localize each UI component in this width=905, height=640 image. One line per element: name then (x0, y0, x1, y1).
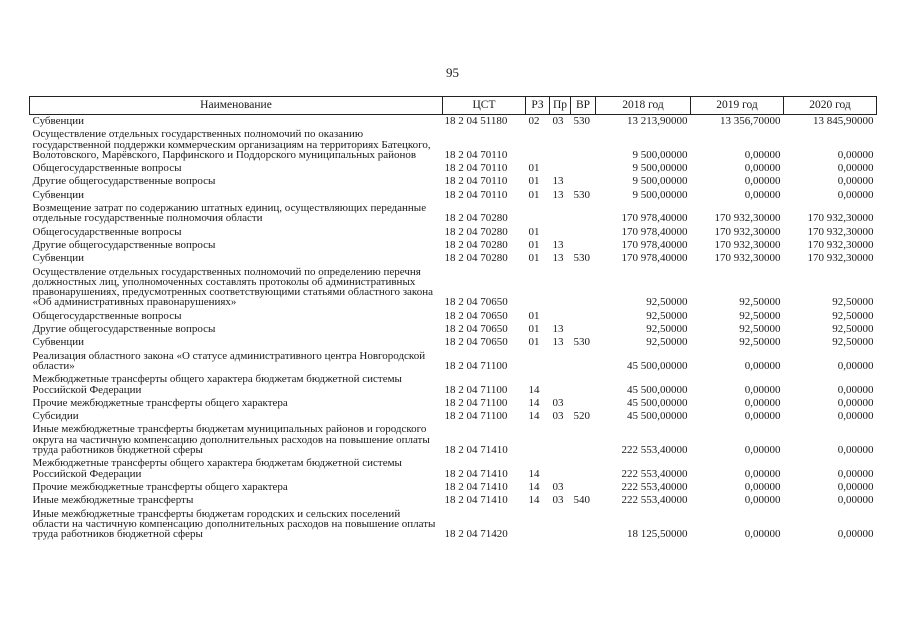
cell-name: Иные межбюджетные трансферты бюджетам городских и сельских поселений области на частичную компенсацию дополнительных расходов на повышение оплаты труда работников бюджетной сферы (32, 507, 436, 541)
cell-y2019: 13 356,70000 (720, 115, 781, 127)
cell-vr (571, 397, 596, 410)
cell-vr (571, 226, 596, 239)
cell-y2020: 92,50000 (832, 296, 874, 309)
cell-y2018: 9 500,00000 (632, 162, 688, 175)
cell-vr (571, 350, 596, 374)
cell-y2018: 170 978,40000 (621, 252, 688, 265)
table-row (30, 115, 877, 129)
cell-pr: 13 (552, 175, 564, 188)
cell-name: Иные межбюджетные трансферты (32, 494, 194, 507)
cell-y2019: 170 932,30000 (714, 225, 781, 238)
cell-vr (571, 266, 596, 310)
cell-pr (550, 310, 571, 323)
table-row (30, 226, 877, 239)
cell-rz: 01 (528, 323, 540, 336)
cell-rz: 01 (528, 309, 540, 322)
cell-name: Субсидии (32, 410, 79, 423)
cell-pr (550, 226, 571, 239)
cell-name: Прочие межбюджетные трансферты общего характера (32, 480, 288, 493)
table-row (30, 202, 877, 226)
cell-y2018: 45 500,00000 (627, 410, 688, 423)
cell-y2018: 92,50000 (646, 309, 688, 322)
cell-y2018: 222 553,40000 (621, 494, 688, 507)
cell-y2018: 92,50000 (646, 323, 688, 336)
table-row (30, 397, 877, 410)
cell-y2019: 0,00000 (744, 148, 781, 161)
cell-pr (550, 128, 571, 162)
cell-rz: 01 (528, 336, 540, 349)
cell-cst: 18 2 04 71420 (444, 528, 508, 541)
cell-y2018: 222 553,40000 (621, 480, 688, 493)
cell-rz (526, 350, 550, 374)
cell-rz: 14 (528, 383, 540, 396)
cell-name: Общегосударственные вопросы (32, 162, 182, 175)
cell-y2019: 170 932,30000 (714, 212, 781, 225)
cell-name: Возмещение затрат по содержанию штатных единиц, осуществляющих переданные отдельные государственные полномочия области (32, 202, 427, 225)
cell-pr: 03 (552, 410, 564, 423)
header-2018: 2018 год (596, 97, 691, 115)
cell-y2019: 92,50000 (739, 309, 781, 322)
cell-y2019: 170 932,30000 (714, 252, 781, 265)
cell-cst: 18 2 04 71100 (444, 383, 508, 396)
table-row (30, 175, 877, 188)
cell-y2020: 0,00000 (837, 175, 874, 188)
cell-y2018: 18 125,50000 (627, 528, 688, 541)
table-row (30, 350, 877, 374)
cell-rz: 14 (528, 480, 540, 493)
cell-y2018: 45 500,00000 (627, 383, 688, 396)
cell-y2020: 170 932,30000 (807, 225, 874, 238)
header-rz: РЗ (526, 97, 550, 115)
cell-vr (571, 202, 596, 226)
cell-y2020: 170 932,30000 (807, 252, 874, 265)
cell-y2019: 0,00000 (744, 188, 781, 201)
table-row (30, 457, 877, 481)
cell-cst: 18 2 04 71100 (444, 396, 508, 409)
cell-y2020: 0,00000 (837, 444, 874, 457)
cell-rz: 14 (528, 467, 540, 480)
cell-y2019: 0,00000 (744, 410, 781, 423)
cell-pr (550, 266, 571, 310)
cell-name: Другие общегосударственные вопросы (32, 175, 216, 188)
cell-name: Иные межбюджетные трансферты бюджетам муниципальных районов и городского округа на частичную компенсацию дополнительных расходов на повышение оплаты труда работников бюджетной сферы (32, 423, 430, 457)
cell-y2019: 170 932,30000 (714, 238, 781, 251)
cell-vr (571, 508, 596, 542)
cell-cst: 18 2 04 70280 (444, 252, 508, 265)
cell-y2018: 170 978,40000 (621, 212, 688, 225)
cell-cst: 18 2 04 71410 (444, 444, 508, 457)
cell-vr: 540 (573, 494, 590, 507)
cell-rz (526, 423, 550, 457)
header-2020: 2020 год (784, 97, 877, 115)
header-pr: Пр (550, 97, 571, 115)
cell-vr (571, 239, 596, 252)
cell-y2020: 0,00000 (837, 188, 874, 201)
cell-vr (571, 423, 596, 457)
cell-name: Межбюджетные трансферты общего характера бюджетам бюджетной системы Российской Федерации (32, 457, 402, 480)
cell-name: Осуществление отдельных государственных полномочий по определению перечня должностных лиц, уполномоченных составлять протоколы об административных правонарушениях, предусмотренных соответствующими статьями областного закона «Об административных правонарушениях» (32, 265, 433, 309)
cell-vr: 530 (573, 115, 590, 127)
cell-cst: 18 2 04 70650 (444, 323, 508, 336)
cell-rz (526, 128, 550, 162)
cell-name: Субвенции (32, 252, 85, 265)
cell-y2019: 0,00000 (744, 383, 781, 396)
cell-y2019: 0,00000 (744, 396, 781, 409)
cell-rz: 01 (528, 238, 540, 251)
cell-y2018: 170 978,40000 (621, 225, 688, 238)
table-row (30, 423, 877, 457)
cell-y2019: 92,50000 (739, 323, 781, 336)
cell-y2020: 170 932,30000 (807, 238, 874, 251)
cell-name: Общегосударственные вопросы (32, 309, 182, 322)
cell-vr: 530 (573, 252, 590, 265)
cell-y2019: 92,50000 (739, 336, 781, 349)
cell-rz: 14 (528, 494, 540, 507)
cell-y2019: 0,00000 (744, 175, 781, 188)
cell-y2020: 0,00000 (837, 467, 874, 480)
cell-vr (571, 323, 596, 336)
cell-rz: 01 (528, 175, 540, 188)
cell-pr (550, 457, 571, 481)
cell-name: Прочие межбюджетные трансферты общего характера (32, 396, 288, 409)
cell-name: Межбюджетные трансферты общего характера бюджетам бюджетной системы Российской Федерации (32, 373, 402, 396)
cell-rz (526, 266, 550, 310)
table-row (30, 323, 877, 336)
cell-vr (571, 310, 596, 323)
cell-pr (550, 373, 571, 397)
cell-y2020: 13 845,90000 (813, 115, 874, 127)
cell-rz: 01 (528, 162, 540, 175)
cell-cst: 18 2 04 71410 (444, 494, 508, 507)
cell-y2018: 92,50000 (646, 296, 688, 309)
cell-y2020: 0,00000 (837, 359, 874, 372)
cell-y2020: 0,00000 (837, 528, 874, 541)
cell-y2018: 9 500,00000 (632, 148, 688, 161)
table-row (30, 252, 877, 265)
cell-y2020: 0,00000 (837, 162, 874, 175)
cell-vr (571, 481, 596, 494)
budget-table (29, 96, 877, 541)
cell-rz: 02 (528, 115, 540, 127)
cell-y2018: 45 500,00000 (627, 396, 688, 409)
table-row (30, 128, 877, 162)
cell-name: Другие общегосударственные вопросы (32, 323, 216, 336)
cell-y2020: 92,50000 (832, 323, 874, 336)
cell-y2019: 92,50000 (739, 296, 781, 309)
cell-y2020: 170 932,30000 (807, 212, 874, 225)
cell-pr (550, 162, 571, 175)
cell-name: Субвенции (32, 115, 85, 127)
cell-rz (526, 508, 550, 542)
cell-y2018: 222 553,40000 (621, 467, 688, 480)
table-row (30, 336, 877, 349)
cell-pr: 13 (552, 336, 564, 349)
cell-pr: 13 (552, 323, 564, 336)
cell-y2019: 0,00000 (744, 494, 781, 507)
cell-y2018: 92,50000 (646, 336, 688, 349)
cell-pr: 13 (552, 188, 564, 201)
cell-cst: 18 2 04 70280 (444, 238, 508, 251)
cell-cst: 18 2 04 70650 (444, 296, 508, 309)
cell-y2020: 0,00000 (837, 383, 874, 396)
cell-rz: 01 (528, 188, 540, 201)
cell-y2019: 0,00000 (744, 359, 781, 372)
cell-y2019: 0,00000 (744, 444, 781, 457)
cell-cst: 18 2 04 71410 (444, 480, 508, 493)
cell-pr: 13 (552, 238, 564, 251)
cell-cst: 18 2 04 70110 (444, 175, 508, 188)
cell-y2019: 0,00000 (744, 528, 781, 541)
cell-y2019: 0,00000 (744, 480, 781, 493)
table-row (30, 239, 877, 252)
cell-y2018: 9 500,00000 (632, 188, 688, 201)
cell-pr (550, 350, 571, 374)
header-name: Наименование (30, 97, 443, 115)
cell-y2020: 0,00000 (837, 396, 874, 409)
cell-y2018: 45 500,00000 (627, 359, 688, 372)
cell-y2018: 222 553,40000 (621, 444, 688, 457)
cell-rz: 01 (528, 225, 540, 238)
cell-y2018: 170 978,40000 (621, 238, 688, 251)
table-row (30, 494, 877, 507)
cell-pr: 03 (552, 494, 564, 507)
table-body (30, 115, 877, 542)
cell-pr: 03 (552, 396, 564, 409)
cell-rz (526, 202, 550, 226)
cell-cst: 18 2 04 70110 (444, 162, 508, 175)
cell-vr (571, 373, 596, 397)
table-row (30, 310, 877, 323)
cell-name: Осуществление отдельных государственных полномочий по оказанию государственной поддержки коммерческим организациям на территориях Батецкого, Волотовского, Марёвского, Парфинского и Поддорского муниципальных районов (32, 128, 431, 161)
cell-y2018: 13 213,90000 (627, 115, 688, 127)
cell-cst: 18 2 04 70110 (444, 188, 508, 201)
cell-cst: 18 2 04 70650 (444, 336, 508, 349)
cell-vr: 520 (573, 410, 590, 423)
header-cst: ЦСТ (443, 97, 526, 115)
table-row (30, 481, 877, 494)
cell-y2020: 0,00000 (837, 494, 874, 507)
cell-cst: 18 2 04 70280 (444, 212, 508, 225)
cell-pr (550, 423, 571, 457)
table-row (30, 189, 877, 202)
cell-pr: 03 (552, 480, 564, 493)
cell-rz: 14 (528, 410, 540, 423)
cell-cst: 18 2 04 70650 (444, 309, 508, 322)
cell-cst: 18 2 04 51180 (444, 115, 508, 127)
cell-name: Субвенции (32, 336, 85, 349)
table-row (30, 508, 877, 542)
table-row (30, 410, 877, 423)
cell-y2020: 92,50000 (832, 309, 874, 322)
cell-rz: 01 (528, 252, 540, 265)
cell-pr (550, 202, 571, 226)
page-number: 95 (446, 65, 459, 80)
cell-y2019: 0,00000 (744, 162, 781, 175)
cell-pr: 03 (552, 115, 564, 127)
cell-vr (571, 162, 596, 175)
table-header-row (30, 97, 877, 115)
cell-name: Общегосударственные вопросы (32, 225, 182, 238)
cell-name: Реализация областного закона «О статусе административного центра Новгородской области» (32, 349, 426, 372)
cell-rz: 14 (528, 396, 540, 409)
cell-pr (550, 508, 571, 542)
cell-vr: 530 (573, 336, 590, 349)
cell-vr (571, 457, 596, 481)
cell-cst: 18 2 04 71100 (444, 359, 508, 372)
table-row (30, 266, 877, 310)
cell-y2020: 0,00000 (837, 480, 874, 493)
cell-y2020: 92,50000 (832, 336, 874, 349)
cell-y2018: 9 500,00000 (632, 175, 688, 188)
cell-pr: 13 (552, 252, 564, 265)
table-row (30, 373, 877, 397)
cell-y2020: 0,00000 (837, 148, 874, 161)
cell-cst: 18 2 04 70110 (444, 148, 508, 161)
header-2019: 2019 год (691, 97, 784, 115)
cell-name: Другие общегосударственные вопросы (32, 238, 216, 251)
cell-name: Субвенции (32, 188, 85, 201)
cell-cst: 18 2 04 71410 (444, 467, 508, 480)
cell-y2020: 0,00000 (837, 410, 874, 423)
cell-cst: 18 2 04 70280 (444, 225, 508, 238)
cell-vr: 530 (573, 188, 590, 201)
table-row (30, 162, 877, 175)
cell-vr (571, 128, 596, 162)
cell-cst: 18 2 04 71100 (444, 410, 508, 423)
cell-y2019: 0,00000 (744, 467, 781, 480)
cell-vr (571, 175, 596, 188)
header-vr: ВР (571, 97, 596, 115)
